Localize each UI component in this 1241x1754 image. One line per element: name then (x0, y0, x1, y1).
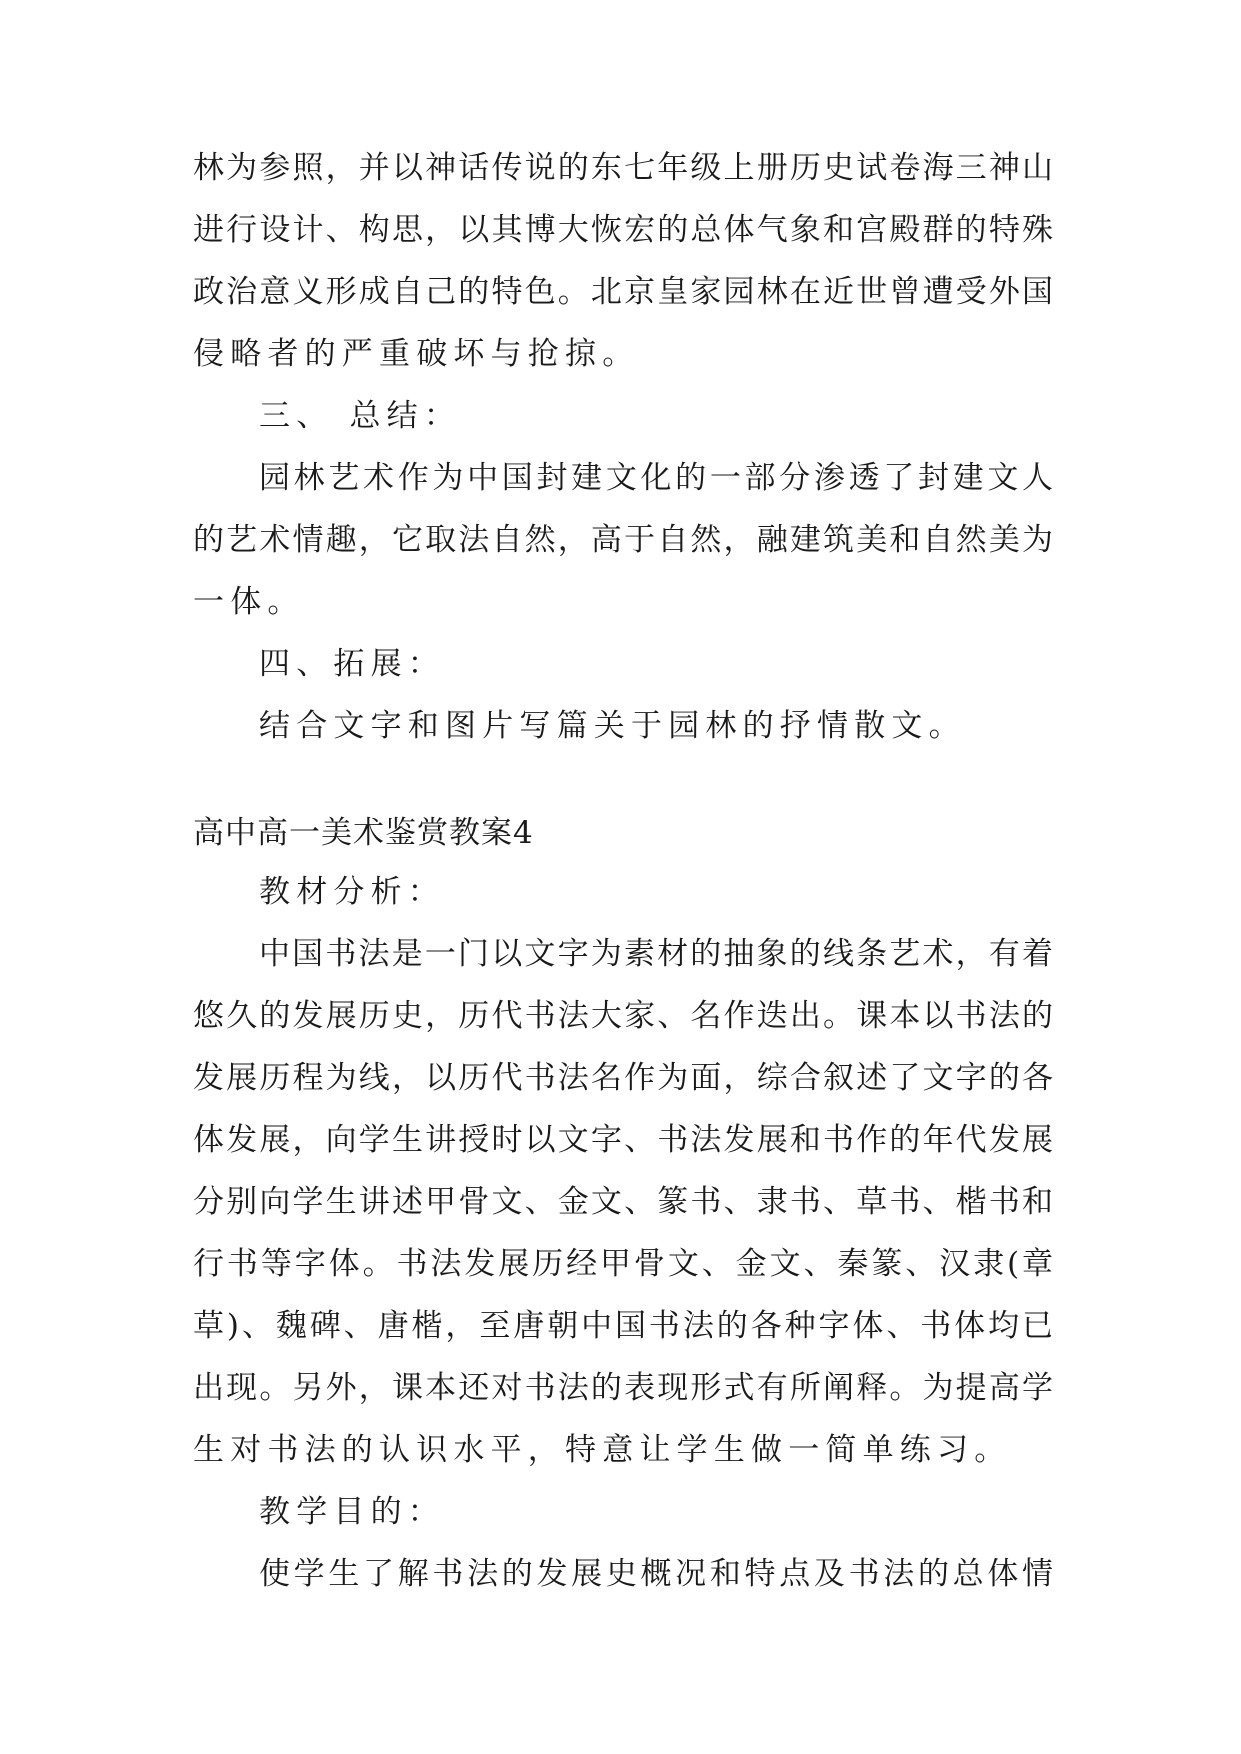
paragraph-line: 结合文字和图片写篇关于园林的抒情散文。 (259, 708, 966, 744)
paragraph-line: 悠久的发展历史，历代书法大家、名作迭出。课本以书法的 (193, 998, 1053, 1034)
section-heading-analysis: 教材分析： (259, 874, 445, 910)
section-heading-purpose: 教学目的： (259, 1494, 445, 1530)
paragraph-line: 生对书法的认识水平，特意让学生做一简单练习。 (193, 1432, 1012, 1468)
paragraph-line: 出现。另外，课本还对书法的表现形式有所阐释。为提高学 (193, 1370, 1053, 1406)
paragraph-line: 分别向学生讲述甲骨文、金文、篆书、隶书、草书、楷书和 (193, 1184, 1053, 1220)
paragraph-line: 林为参照，并以神话传说的东七年级上册历史试卷海三神山 (193, 150, 1053, 186)
paragraph-line: 的艺术情趣，它取法自然，高于自然，融建筑美和自然美为 (193, 522, 1053, 558)
section-heading-summary: 三、 总结： (259, 398, 462, 434)
paragraph-line: 一体。 (193, 584, 305, 620)
paragraph-line: 使学生了解书法的发展史概况和特点及书法的总体情 (259, 1556, 1053, 1592)
paragraph-line: 中国书法是一门以文字为素材的抽象的线条艺术，有着 (259, 936, 1053, 972)
paragraph-line: 政治意义形成自己的特色。北京皇家园林在近世曾遭受外国 (193, 274, 1053, 310)
section-heading-extension: 四、拓展： (259, 646, 445, 682)
lesson-title: 高中高一美术鉴赏教案4 (193, 815, 534, 851)
paragraph-line: 侵略者的严重破坏与抢掠。 (193, 336, 640, 372)
paragraph-line: 进行设计、构思，以其博大恢宏的总体气象和宫殿群的特殊 (193, 212, 1053, 248)
paragraph-line: 发展历程为线，以历代书法名作为面，综合叙述了文字的各 (193, 1060, 1053, 1096)
paragraph-line: 草)、魏碑、唐楷，至唐朝中国书法的各种字体、书体均已 (193, 1308, 1053, 1344)
paragraph-line: 园林艺术作为中国封建文化的一部分渗透了封建文人 (259, 460, 1053, 496)
paragraph-line: 行书等字体。书法发展历经甲骨文、金文、秦篆、汉隶(章 (193, 1246, 1053, 1282)
paragraph-line: 体发展，向学生讲授时以文字、书法发展和书作的年代发展 (193, 1122, 1053, 1158)
